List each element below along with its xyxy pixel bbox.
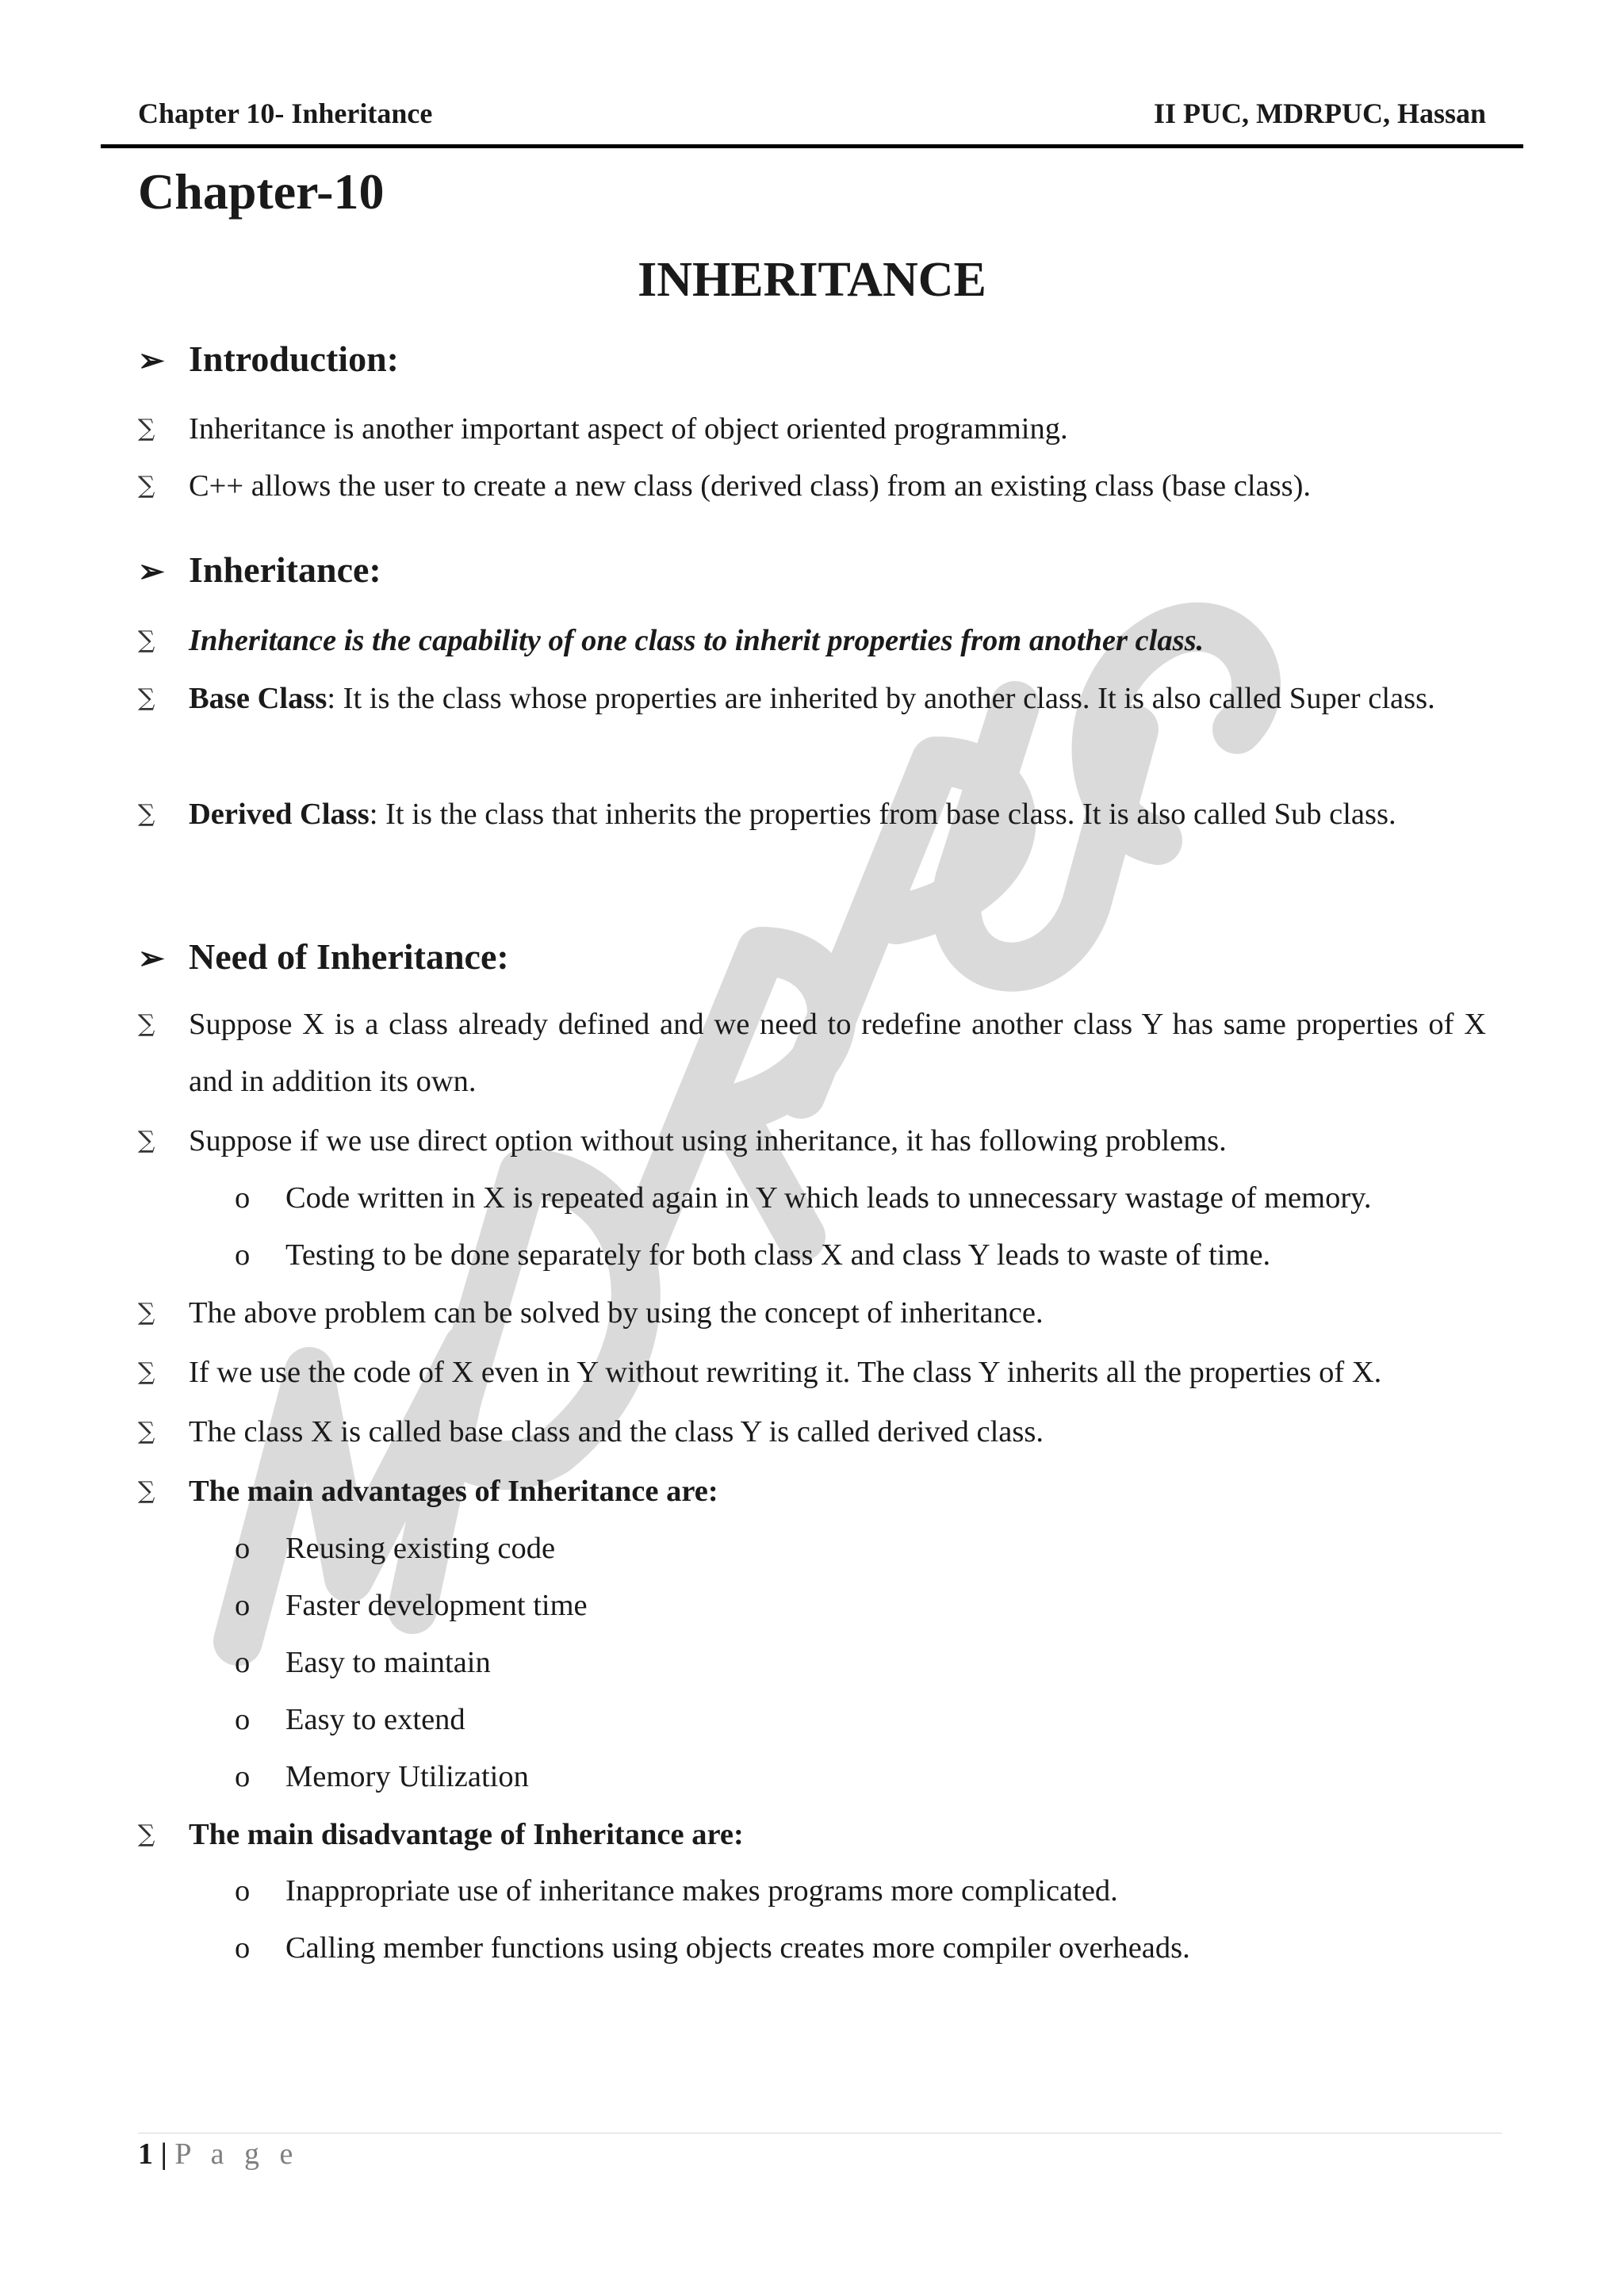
circle-bullet-icon: o xyxy=(235,1532,251,1565)
bullet-text xyxy=(189,670,1486,727)
sum-bullet-icon: ∑ xyxy=(138,1418,155,1445)
bullet-text: The class X is called base class and the class Y is called derived class. xyxy=(189,1415,1044,1448)
sum-bullet-icon: ∑ xyxy=(138,684,155,712)
advantage-text: Memory Utilization xyxy=(285,1760,529,1793)
header-institution: II PUC, MDRPUC, Hassan xyxy=(1153,98,1486,129)
arrow-icon: ➢ xyxy=(138,553,165,589)
section-title: Inheritance: xyxy=(189,549,381,590)
bullet-text xyxy=(189,786,1486,843)
circle-bullet-icon: o xyxy=(235,1238,251,1272)
circle-bullet-icon: o xyxy=(235,1646,251,1679)
advantages-heading: The main advantages of Inheritance are: xyxy=(189,1475,718,1508)
advantage-text: Faster development time xyxy=(285,1589,588,1622)
advantage-text: Easy to maintain xyxy=(285,1646,491,1679)
sum-bullet-icon: ∑ xyxy=(138,472,155,499)
section-title: Need of Inheritance: xyxy=(189,936,509,977)
bullet-text: If we use the code of X even in Y without rewriting it. The class Y inherits all the properties of X. xyxy=(189,1356,1382,1389)
page-label: P a g e xyxy=(174,2137,300,2171)
base-class-description: : It is the class whose properties are inherited by another class. It is also called Super class. xyxy=(327,682,1435,715)
advantage-text: Easy to extend xyxy=(285,1703,465,1736)
page-number: 1 xyxy=(138,2137,153,2171)
section-heading-inheritance xyxy=(138,549,381,591)
sum-bullet-icon: ∑ xyxy=(138,1127,155,1154)
sum-bullet-icon: ∑ xyxy=(138,1358,155,1386)
sub-bullet-text: Testing to be done separately for both class X and class Y leads to waste of time. xyxy=(285,1238,1271,1272)
arrow-icon: ➢ xyxy=(138,940,165,976)
bullet-text: C++ allows the user to create a new class (derived class) from an existing class (base class). xyxy=(189,469,1312,503)
header-chapter-title: Chapter 10- Inheritance xyxy=(138,98,433,129)
bullet-text: Suppose if we use direct option without using inheritance, it has following problems. xyxy=(189,1124,1227,1158)
disadvantage-text: Inappropriate use of inheritance makes programs more complicated. xyxy=(285,1874,1118,1908)
disadvantage-text: Calling member functions using objects creates more compiler overheads. xyxy=(285,1931,1190,1965)
circle-bullet-icon: o xyxy=(235,1931,251,1965)
arrow-icon: ➢ xyxy=(138,342,165,378)
bullet-text: The above problem can be solved by using the concept of inheritance. xyxy=(189,1296,1044,1330)
sum-bullet-icon: ∑ xyxy=(138,1820,155,1848)
page-footer xyxy=(138,2137,299,2172)
header-rule xyxy=(101,144,1523,148)
circle-bullet-icon: o xyxy=(235,1703,251,1736)
derived-class-description: : It is the class that inherits the properties from base class. It is also called Sub class. xyxy=(369,798,1396,831)
sum-bullet-icon: ∑ xyxy=(138,415,155,442)
circle-bullet-icon: o xyxy=(235,1760,251,1793)
term-derived-class: Derived Class xyxy=(189,798,370,831)
sum-bullet-icon: ∑ xyxy=(138,626,155,654)
sum-bullet-icon: ∑ xyxy=(138,1299,155,1326)
advantage-text: Reusing existing code xyxy=(285,1532,556,1565)
page-title: INHERITANCE xyxy=(638,253,986,307)
circle-bullet-icon: o xyxy=(235,1181,251,1215)
circle-bullet-icon: o xyxy=(235,1874,251,1908)
sub-bullet-text: Code written in X is repeated again in Y which leads to unnecessary wastage of memory. xyxy=(285,1181,1372,1215)
definition-text: Inheritance is the capability of one class to inherit properties from another class. xyxy=(189,624,1205,657)
section-heading-need xyxy=(138,936,509,978)
disadvantages-heading: The main disadvantage of Inheritance are: xyxy=(189,1818,744,1851)
section-heading-introduction xyxy=(138,338,399,380)
chapter-label: Chapter-10 xyxy=(138,163,385,220)
bullet-text: Inheritance is another important aspect of object oriented programming. xyxy=(189,412,1068,446)
sum-bullet-icon: ∑ xyxy=(138,800,155,828)
circle-bullet-icon: o xyxy=(235,1589,251,1622)
term-base-class: Base Class xyxy=(189,682,327,715)
section-title: Introduction: xyxy=(189,339,399,379)
sum-bullet-icon: ∑ xyxy=(138,1010,155,1038)
bullet-text: Suppose X is a class already defined and we need to redefine another class Y has same properties of X and in addition its own. xyxy=(189,1008,1486,1098)
sum-bullet-icon: ∑ xyxy=(138,1477,155,1505)
footer-separator: | xyxy=(160,2137,167,2171)
